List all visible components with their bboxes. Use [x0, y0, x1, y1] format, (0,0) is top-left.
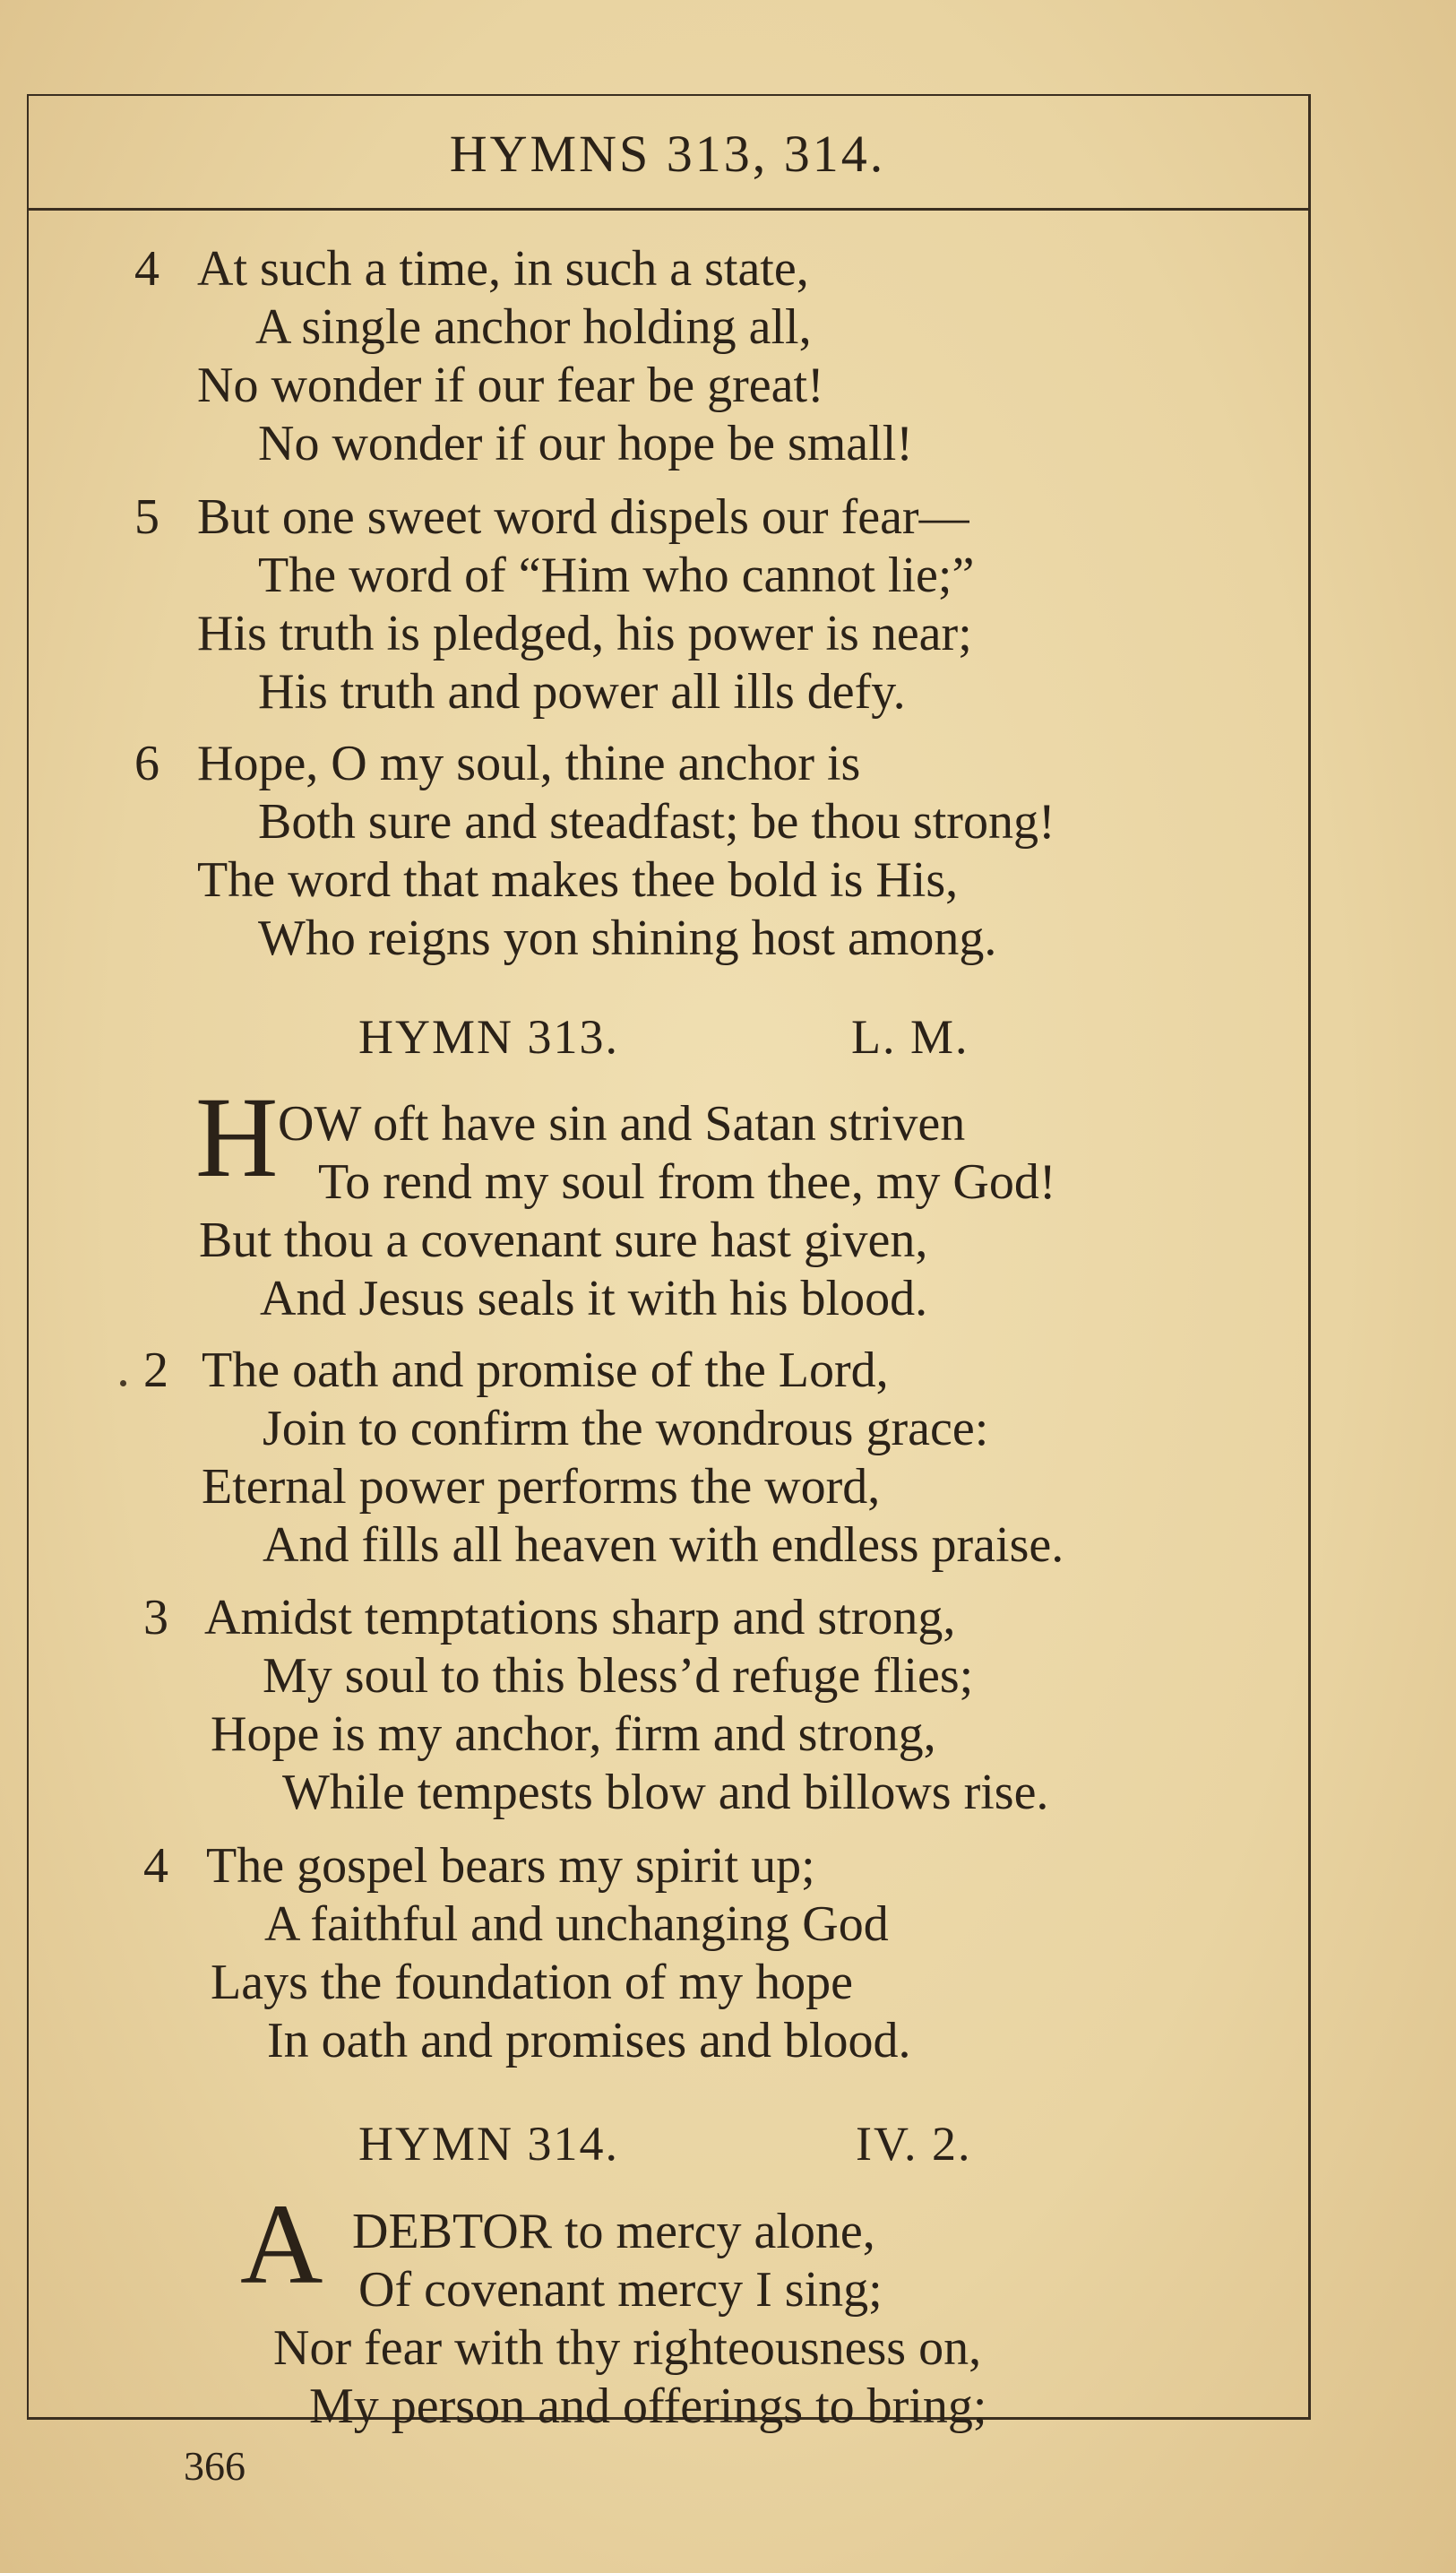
hymn-line: A single anchor holding all,	[255, 299, 812, 355]
hymn-line: His truth is pledged, his power is near;	[197, 606, 972, 661]
drop-cap: A	[240, 2180, 323, 2308]
hymn-line: Amidst temptations sharp and strong,	[204, 1590, 956, 1645]
hymn-line: Join to confirm the wondrous grace:	[263, 1401, 989, 1456]
hymn-line: My soul to this bless’d refuge flies;	[263, 1648, 974, 1704]
stanza-number: 4	[134, 241, 159, 297]
hymn-line: No wonder if our hope be small!	[258, 416, 913, 471]
hymn-314-meter: IV. 2.	[856, 2117, 972, 2171]
margin-mark	[120, 1380, 126, 1386]
hymn-line: Who reigns yon shining host among.	[258, 911, 997, 966]
hymn-line: The gospel bears my spirit up;	[206, 1838, 815, 1894]
hymn-line: The word of “Him who cannot lie;”	[258, 548, 975, 603]
hymn-line: Both sure and steadfast; be thou strong!	[258, 794, 1055, 850]
hymn-line: And fills all heaven with endless praise.	[263, 1517, 1064, 1573]
stanza-number: 4	[143, 1838, 168, 1894]
drop-cap: H	[195, 1074, 279, 1201]
stanza-number: 2	[143, 1343, 168, 1398]
hymn-line: OW oft have sin and Satan striven	[278, 1096, 966, 1152]
hymn-line: But thou a covenant sure hast given,	[199, 1213, 928, 1268]
stanza-number: 6	[134, 736, 159, 791]
hymn-line: Eternal power performs the word,	[202, 1459, 881, 1515]
hymn-line: DEBTOR to mercy alone,	[352, 2204, 875, 2259]
hymn-line: In oath and promises and blood.	[267, 2013, 911, 2068]
hymn-313-meter: L. M.	[851, 1010, 969, 1064]
hymn-line: At such a time, in such a state,	[197, 241, 809, 297]
hymn-line: Nor fear with thy righteousness on,	[273, 2320, 982, 2376]
stanza-number: 3	[143, 1590, 168, 1645]
hymn-314-heading: HYMN 314.	[358, 2117, 620, 2171]
hymn-line: The word that makes thee bold is His,	[197, 852, 959, 908]
hymn-line: His truth and power all ills defy.	[258, 664, 906, 720]
header-rule	[27, 208, 1311, 211]
running-head: HYMNS 313, 314.	[449, 125, 886, 183]
hymn-line: Hope, O my soul, thine anchor is	[197, 736, 861, 791]
hymn-line: No wonder if our fear be great!	[197, 358, 824, 413]
hymn-line: Of covenant mercy I sing;	[358, 2262, 883, 2318]
page-number: 366	[184, 2443, 246, 2489]
hymn-line: And Jesus seals it with his blood.	[260, 1271, 928, 1326]
hymn-line: But one sweet word dispels our fear—	[197, 489, 969, 545]
hymn-line: Hope is my anchor, firm and strong,	[211, 1706, 936, 1762]
hymn-line: The oath and promise of the Lord,	[202, 1343, 889, 1398]
hymn-line: To rend my soul from thee, my God!	[318, 1154, 1056, 1210]
hymn-line: A faithful and unchanging God	[264, 1896, 889, 1952]
stanza-number: 5	[134, 489, 159, 545]
hymn-313-heading: HYMN 313.	[358, 1010, 620, 1064]
hymn-line: While tempests blow and billows rise.	[282, 1765, 1049, 1820]
hymn-line: Lays the foundation of my hope	[211, 1955, 853, 2010]
hymn-line: My person and offerings to bring;	[309, 2379, 987, 2434]
